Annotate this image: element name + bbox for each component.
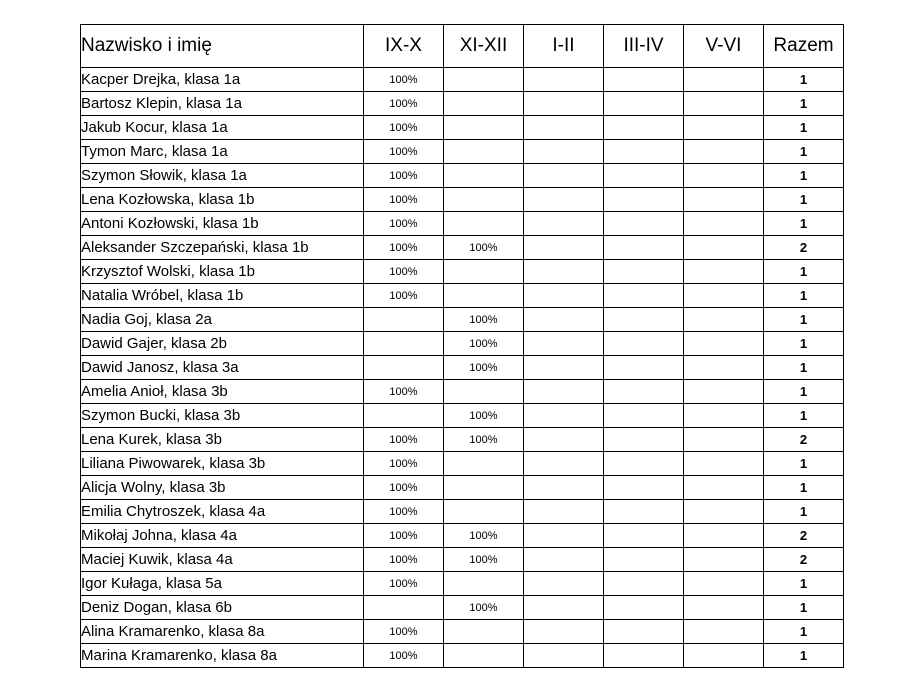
cell-xi-xii: 100% bbox=[444, 308, 524, 332]
cell-i-ii bbox=[524, 260, 604, 284]
cell-total: 1 bbox=[764, 116, 844, 140]
cell-i-ii bbox=[524, 164, 604, 188]
table-row bbox=[81, 212, 844, 236]
table-row bbox=[81, 68, 844, 92]
table-row bbox=[81, 428, 844, 452]
cell-i-ii bbox=[524, 548, 604, 572]
cell-iii-iv bbox=[604, 428, 684, 452]
cell-v-vi bbox=[684, 116, 764, 140]
student-name: Liliana Piwowarek, klasa 3b bbox=[81, 452, 364, 476]
cell-ix-x bbox=[364, 308, 444, 332]
cell-i-ii bbox=[524, 332, 604, 356]
cell-ix-x: 100% bbox=[364, 428, 444, 452]
cell-xi-xii: 100% bbox=[444, 356, 524, 380]
table-row bbox=[81, 236, 844, 260]
header-v-vi: V-VI bbox=[684, 25, 764, 68]
cell-v-vi bbox=[684, 380, 764, 404]
cell-i-ii bbox=[524, 572, 604, 596]
cell-xi-xii bbox=[444, 164, 524, 188]
cell-total: 1 bbox=[764, 404, 844, 428]
cell-ix-x bbox=[364, 332, 444, 356]
cell-xi-xii bbox=[444, 140, 524, 164]
header-xi-xii: XI-XII bbox=[444, 25, 524, 68]
cell-v-vi bbox=[684, 164, 764, 188]
cell-iii-iv bbox=[604, 596, 684, 620]
cell-total: 1 bbox=[764, 284, 844, 308]
header-name: Nazwisko i imię bbox=[81, 25, 364, 68]
student-name: Dawid Janosz, klasa 3a bbox=[81, 356, 364, 380]
cell-xi-xii bbox=[444, 620, 524, 644]
student-name: Tymon Marc, klasa 1a bbox=[81, 140, 364, 164]
header-ix-x: IX-X bbox=[364, 25, 444, 68]
cell-v-vi bbox=[684, 68, 764, 92]
table-row bbox=[81, 644, 844, 668]
cell-v-vi bbox=[684, 212, 764, 236]
cell-v-vi bbox=[684, 236, 764, 260]
student-name: Emilia Chytroszek, klasa 4a bbox=[81, 500, 364, 524]
cell-i-ii bbox=[524, 236, 604, 260]
cell-iii-iv bbox=[604, 92, 684, 116]
cell-v-vi bbox=[684, 260, 764, 284]
cell-iii-iv bbox=[604, 212, 684, 236]
cell-iii-iv bbox=[604, 404, 684, 428]
cell-ix-x: 100% bbox=[364, 452, 444, 476]
cell-total: 1 bbox=[764, 644, 844, 668]
cell-xi-xii: 100% bbox=[444, 596, 524, 620]
table-row bbox=[81, 140, 844, 164]
cell-iii-iv bbox=[604, 548, 684, 572]
cell-iii-iv bbox=[604, 188, 684, 212]
student-name: Bartosz Klepin, klasa 1a bbox=[81, 92, 364, 116]
table-row bbox=[81, 284, 844, 308]
cell-ix-x: 100% bbox=[364, 92, 444, 116]
cell-iii-iv bbox=[604, 260, 684, 284]
table-row bbox=[81, 92, 844, 116]
cell-xi-xii: 100% bbox=[444, 332, 524, 356]
cell-total: 1 bbox=[764, 308, 844, 332]
student-name: Kacper Drejka, klasa 1a bbox=[81, 68, 364, 92]
cell-total: 1 bbox=[764, 500, 844, 524]
table-row bbox=[81, 188, 844, 212]
cell-iii-iv bbox=[604, 476, 684, 500]
cell-v-vi bbox=[684, 620, 764, 644]
cell-xi-xii: 100% bbox=[444, 236, 524, 260]
cell-i-ii bbox=[524, 284, 604, 308]
student-name: Alicja Wolny, klasa 3b bbox=[81, 476, 364, 500]
cell-total: 1 bbox=[764, 260, 844, 284]
cell-iii-iv bbox=[604, 140, 684, 164]
cell-xi-xii bbox=[444, 500, 524, 524]
cell-v-vi bbox=[684, 188, 764, 212]
cell-i-ii bbox=[524, 428, 604, 452]
cell-total: 1 bbox=[764, 380, 844, 404]
cell-v-vi bbox=[684, 428, 764, 452]
cell-total: 2 bbox=[764, 548, 844, 572]
cell-ix-x: 100% bbox=[364, 572, 444, 596]
student-name: Krzysztof Wolski, klasa 1b bbox=[81, 260, 364, 284]
cell-v-vi bbox=[684, 92, 764, 116]
cell-v-vi bbox=[684, 548, 764, 572]
cell-i-ii bbox=[524, 212, 604, 236]
cell-i-ii bbox=[524, 116, 604, 140]
cell-v-vi bbox=[684, 572, 764, 596]
cell-i-ii bbox=[524, 140, 604, 164]
cell-xi-xii bbox=[444, 116, 524, 140]
student-name: Antoni Kozłowski, klasa 1b bbox=[81, 212, 364, 236]
cell-total: 2 bbox=[764, 428, 844, 452]
cell-total: 1 bbox=[764, 452, 844, 476]
cell-ix-x: 100% bbox=[364, 644, 444, 668]
table-row bbox=[81, 164, 844, 188]
cell-ix-x: 100% bbox=[364, 212, 444, 236]
student-name: Deniz Dogan, klasa 6b bbox=[81, 596, 364, 620]
cell-total: 1 bbox=[764, 476, 844, 500]
cell-v-vi bbox=[684, 596, 764, 620]
cell-i-ii bbox=[524, 380, 604, 404]
cell-v-vi bbox=[684, 332, 764, 356]
cell-iii-iv bbox=[604, 572, 684, 596]
cell-v-vi bbox=[684, 404, 764, 428]
cell-xi-xii: 100% bbox=[444, 428, 524, 452]
cell-xi-xii bbox=[444, 476, 524, 500]
cell-iii-iv bbox=[604, 68, 684, 92]
cell-ix-x: 100% bbox=[364, 380, 444, 404]
cell-xi-xii bbox=[444, 68, 524, 92]
cell-i-ii bbox=[524, 188, 604, 212]
cell-ix-x bbox=[364, 404, 444, 428]
cell-v-vi bbox=[684, 356, 764, 380]
cell-ix-x: 100% bbox=[364, 236, 444, 260]
cell-i-ii bbox=[524, 92, 604, 116]
cell-total: 1 bbox=[764, 164, 844, 188]
table-row bbox=[81, 116, 844, 140]
cell-xi-xii: 100% bbox=[444, 548, 524, 572]
student-name: Alina Kramarenko, klasa 8a bbox=[81, 620, 364, 644]
cell-i-ii bbox=[524, 524, 604, 548]
cell-i-ii bbox=[524, 356, 604, 380]
student-name: Igor Kułaga, klasa 5a bbox=[81, 572, 364, 596]
cell-iii-iv bbox=[604, 308, 684, 332]
student-name: Szymon Słowik, klasa 1a bbox=[81, 164, 364, 188]
cell-v-vi bbox=[684, 500, 764, 524]
cell-xi-xii bbox=[444, 644, 524, 668]
student-name: Lena Kurek, klasa 3b bbox=[81, 428, 364, 452]
cell-xi-xii bbox=[444, 452, 524, 476]
cell-iii-iv bbox=[604, 116, 684, 140]
cell-v-vi bbox=[684, 644, 764, 668]
cell-v-vi bbox=[684, 284, 764, 308]
student-name: Mikołaj Johna, klasa 4a bbox=[81, 524, 364, 548]
cell-iii-iv bbox=[604, 644, 684, 668]
header-i-ii: I-II bbox=[524, 25, 604, 68]
cell-ix-x: 100% bbox=[364, 188, 444, 212]
cell-ix-x: 100% bbox=[364, 68, 444, 92]
cell-total: 1 bbox=[764, 212, 844, 236]
cell-xi-xii bbox=[444, 260, 524, 284]
student-name: Amelia Anioł, klasa 3b bbox=[81, 380, 364, 404]
cell-total: 1 bbox=[764, 92, 844, 116]
header-iii-iv: III-IV bbox=[604, 25, 684, 68]
cell-iii-iv bbox=[604, 380, 684, 404]
table-row bbox=[81, 356, 844, 380]
table-row bbox=[81, 332, 844, 356]
cell-total: 1 bbox=[764, 620, 844, 644]
student-name: Szymon Bucki, klasa 3b bbox=[81, 404, 364, 428]
student-name: Maciej Kuwik, klasa 4a bbox=[81, 548, 364, 572]
student-name: Jakub Kocur, klasa 1a bbox=[81, 116, 364, 140]
table-row bbox=[81, 476, 844, 500]
cell-iii-iv bbox=[604, 524, 684, 548]
cell-ix-x: 100% bbox=[364, 500, 444, 524]
cell-ix-x: 100% bbox=[364, 260, 444, 284]
header-total: Razem bbox=[764, 25, 844, 68]
table-row bbox=[81, 524, 844, 548]
cell-xi-xii bbox=[444, 92, 524, 116]
cell-i-ii bbox=[524, 596, 604, 620]
cell-xi-xii bbox=[444, 188, 524, 212]
cell-i-ii bbox=[524, 620, 604, 644]
cell-v-vi bbox=[684, 140, 764, 164]
cell-i-ii bbox=[524, 68, 604, 92]
cell-xi-xii: 100% bbox=[444, 404, 524, 428]
cell-ix-x: 100% bbox=[364, 140, 444, 164]
cell-total: 1 bbox=[764, 332, 844, 356]
cell-iii-iv bbox=[604, 284, 684, 308]
table-row bbox=[81, 404, 844, 428]
cell-ix-x: 100% bbox=[364, 164, 444, 188]
cell-iii-iv bbox=[604, 500, 684, 524]
table-row bbox=[81, 500, 844, 524]
cell-ix-x: 100% bbox=[364, 476, 444, 500]
cell-ix-x: 100% bbox=[364, 620, 444, 644]
cell-i-ii bbox=[524, 308, 604, 332]
table-row bbox=[81, 260, 844, 284]
cell-total: 2 bbox=[764, 236, 844, 260]
table-row bbox=[81, 596, 844, 620]
cell-total: 1 bbox=[764, 572, 844, 596]
cell-xi-xii: 100% bbox=[444, 524, 524, 548]
student-name: Dawid Gajer, klasa 2b bbox=[81, 332, 364, 356]
table-row bbox=[81, 308, 844, 332]
table-row bbox=[81, 548, 844, 572]
cell-v-vi bbox=[684, 452, 764, 476]
cell-v-vi bbox=[684, 524, 764, 548]
header-row bbox=[81, 25, 844, 68]
table-row bbox=[81, 380, 844, 404]
cell-xi-xii bbox=[444, 380, 524, 404]
cell-total: 1 bbox=[764, 356, 844, 380]
table-row bbox=[81, 620, 844, 644]
cell-total: 1 bbox=[764, 140, 844, 164]
cell-iii-iv bbox=[604, 356, 684, 380]
cell-iii-iv bbox=[604, 332, 684, 356]
cell-xi-xii bbox=[444, 284, 524, 308]
cell-i-ii bbox=[524, 476, 604, 500]
cell-xi-xii bbox=[444, 572, 524, 596]
cell-iii-iv bbox=[604, 620, 684, 644]
cell-iii-iv bbox=[604, 452, 684, 476]
cell-xi-xii bbox=[444, 212, 524, 236]
attendance-table bbox=[80, 24, 844, 668]
cell-ix-x: 100% bbox=[364, 524, 444, 548]
cell-i-ii bbox=[524, 644, 604, 668]
student-name: Natalia Wróbel, klasa 1b bbox=[81, 284, 364, 308]
cell-total: 2 bbox=[764, 524, 844, 548]
table-row bbox=[81, 452, 844, 476]
cell-i-ii bbox=[524, 500, 604, 524]
cell-total: 1 bbox=[764, 596, 844, 620]
cell-ix-x bbox=[364, 596, 444, 620]
cell-total: 1 bbox=[764, 68, 844, 92]
cell-ix-x bbox=[364, 356, 444, 380]
cell-iii-iv bbox=[604, 236, 684, 260]
cell-v-vi bbox=[684, 476, 764, 500]
cell-ix-x: 100% bbox=[364, 116, 444, 140]
cell-i-ii bbox=[524, 404, 604, 428]
table-row bbox=[81, 572, 844, 596]
student-name: Lena Kozłowska, klasa 1b bbox=[81, 188, 364, 212]
student-name: Aleksander Szczepański, klasa 1b bbox=[81, 236, 364, 260]
cell-i-ii bbox=[524, 452, 604, 476]
cell-v-vi bbox=[684, 308, 764, 332]
student-name: Marina Kramarenko, klasa 8a bbox=[81, 644, 364, 668]
cell-ix-x: 100% bbox=[364, 284, 444, 308]
student-name: Nadia Goj, klasa 2a bbox=[81, 308, 364, 332]
cell-total: 1 bbox=[764, 188, 844, 212]
cell-iii-iv bbox=[604, 164, 684, 188]
cell-ix-x: 100% bbox=[364, 548, 444, 572]
